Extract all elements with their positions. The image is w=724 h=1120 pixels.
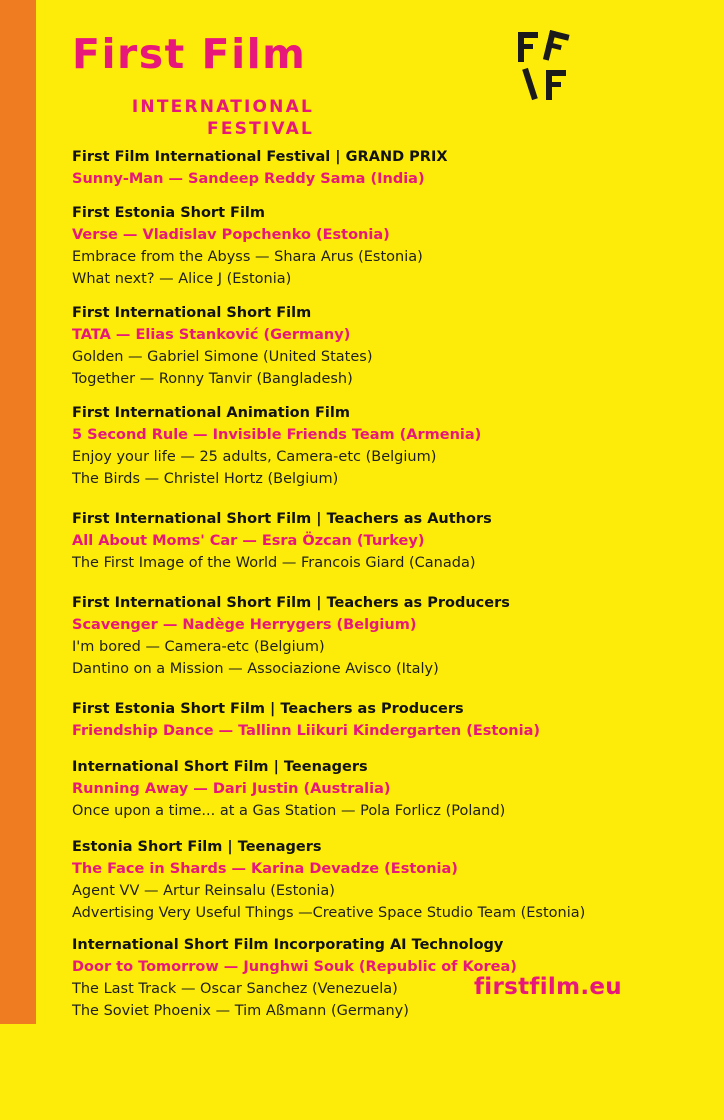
award-section <box>72 146 632 190</box>
award-category: First International Short Film <box>72 305 312 321</box>
nominee-entry: The Last Track — Oscar Sanchez (Venezuela) <box>72 981 398 997</box>
nominee-entry: Agent VV — Artur Reinsalu (Estonia) <box>72 883 335 899</box>
award-category: First Estonia Short Film | Teachers as Producers <box>72 701 464 717</box>
nominee-entry: Embrace from the Abyss — Shara Arus (Estonia) <box>72 249 423 265</box>
nominee-entry: Enjoy your life — 25 adults, Camera-etc (Belgium) <box>72 449 437 465</box>
award-winner: 5 Second Rule — Invisible Friends Team (Armenia) <box>72 427 482 443</box>
website-link[interactable]: firstfilm.eu <box>474 974 622 1000</box>
nominee-entry: Golden — Gabriel Simone (United States) <box>72 349 373 365</box>
award-category: International Short Film Incorporating AI Technology <box>72 937 504 953</box>
orange-side-bar <box>0 0 36 1024</box>
nominee-entry: The Birds — Christel Hortz (Belgium) <box>72 471 339 487</box>
award-section <box>72 698 632 742</box>
festival-title: First Film <box>72 30 307 78</box>
award-winner: Running Away — Dari Justin (Australia) <box>72 781 391 797</box>
award-category: First International Animation Film <box>72 405 350 421</box>
subtitle-line-festival: FESTIVAL <box>207 119 314 139</box>
nominee-entry: The First Image of the World — Francois Giard (Canada) <box>72 555 476 571</box>
award-winner: Door to Tomorrow — Junghwi Souk (Republic of Korea) <box>72 959 517 975</box>
award-category: International Short Film | Teenagers <box>72 759 368 775</box>
ffif-logo <box>512 28 574 104</box>
nominee-entry: I'm bored — Camera-etc (Belgium) <box>72 639 325 655</box>
award-section <box>72 508 632 574</box>
award-section <box>72 592 632 680</box>
festival-subtitle <box>72 96 314 140</box>
nominee-entry: Together — Ronny Tanvir (Bangladesh) <box>72 371 353 387</box>
award-winner: The Face in Shards — Karina Devadze (Estonia) <box>72 861 458 877</box>
nominee-entry: Once upon a time... at a Gas Station — Pola Forlicz (Poland) <box>72 803 506 819</box>
award-section <box>72 302 632 390</box>
award-category: First International Short Film | Teachers as Producers <box>72 595 510 611</box>
award-category: Estonia Short Film | Teenagers <box>72 839 322 855</box>
award-winner: Friendship Dance — Tallinn Liikuri Kindergarten (Estonia) <box>72 723 540 739</box>
award-category: First Estonia Short Film <box>72 205 266 221</box>
award-section <box>72 756 632 822</box>
award-section <box>72 202 632 290</box>
nominee-entry: What next? — Alice J (Estonia) <box>72 271 292 287</box>
nominee-entry: Advertising Very Useful Things —Creative Space Studio Team (Estonia) <box>72 905 586 921</box>
nominee-entry: Dantino on a Mission — Associazione Avisco (Italy) <box>72 661 439 677</box>
award-winner: Verse — Vladislav Popchenko (Estonia) <box>72 227 390 243</box>
award-category: First International Short Film | Teachers as Authors <box>72 511 492 527</box>
award-winner: Sunny-Man — Sandeep Reddy Sama (India) <box>72 171 425 187</box>
award-winner: All About Moms' Car — Esra Özcan (Turkey) <box>72 533 425 549</box>
award-section <box>72 402 632 490</box>
award-winner: TATA — Elias Stanković (Germany) <box>72 327 351 343</box>
subtitle-line-international: INTERNATIONAL <box>131 97 314 117</box>
award-section <box>72 836 632 924</box>
awards-list <box>72 146 632 1022</box>
award-winner: Scavenger — Nadège Herrygers (Belgium) <box>72 617 417 633</box>
award-category: First Film International Festival | GRAND PRIX <box>72 149 448 165</box>
nominee-entry: The Soviet Phoenix — Tim Aßmann (Germany) <box>72 1003 409 1019</box>
